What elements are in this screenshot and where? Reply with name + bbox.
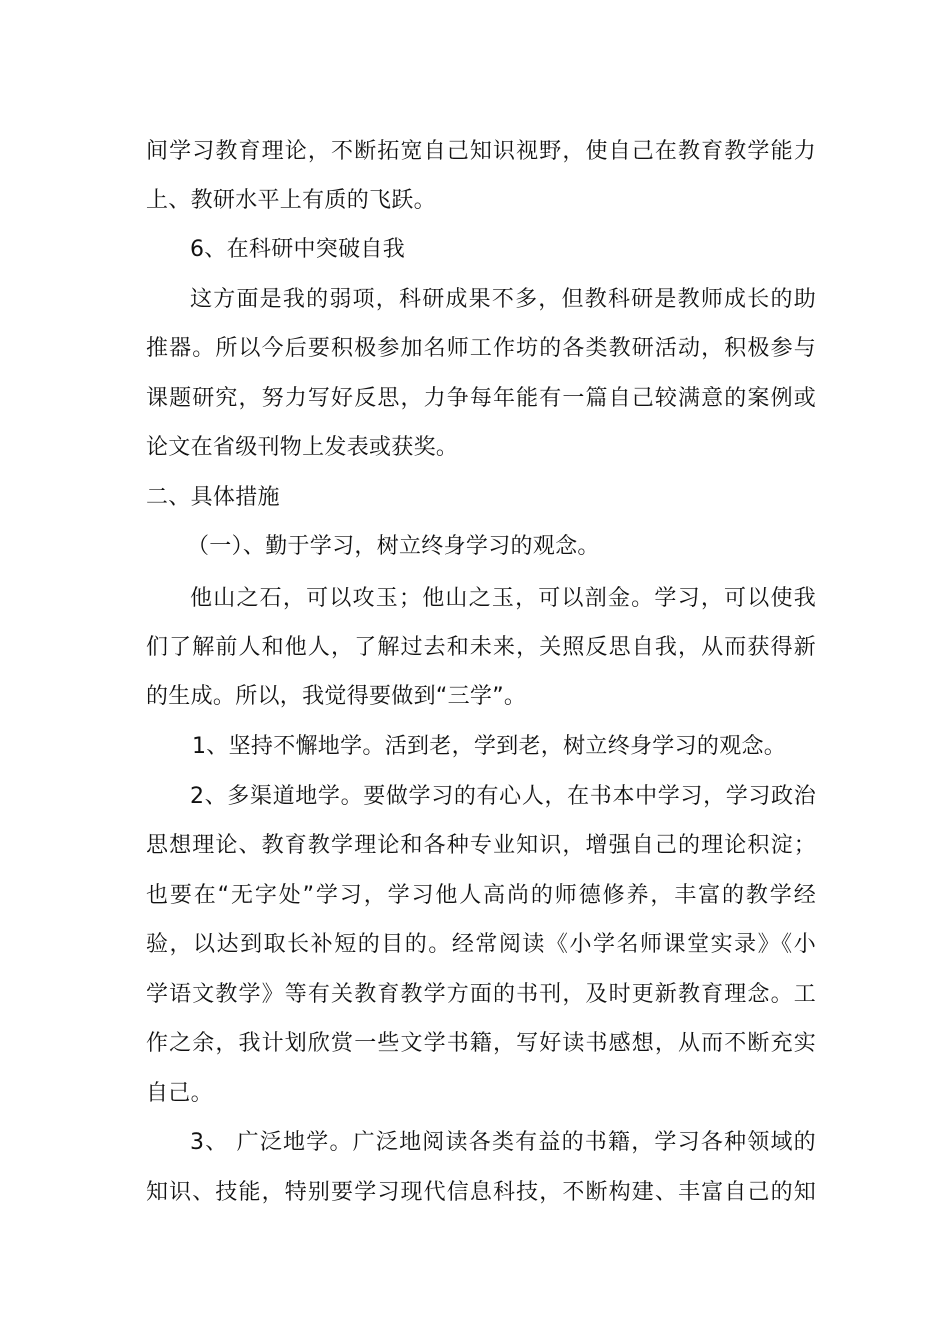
text-line: 的生成。所以，我觉得要做到“三学”。 [146,684,527,709]
text-line: 作之余，我计划欣赏一些文学书籍，写好读书感想，从而不断充实 [146,1031,816,1056]
text-line: 们了解前人和他人，了解过去和未来，关照反思自我，从而获得新 [146,635,816,660]
text-line: 论文在省级刊物上发表或获奖。 [146,435,459,460]
text-line: 自己。 [146,1081,213,1106]
text-line: 知识、技能，特别要学习现代信息科技，不断构建、丰富自己的知 [146,1180,816,1205]
text-line: 验，以达到取长补短的目的。经常阅读《小学名师课堂实录》《小 [146,932,816,957]
list-item: 3、 广泛地学。广泛地阅读各类有益的书籍，学习各种领域的 [190,1130,816,1155]
section-heading: 二、具体措施 [146,485,280,510]
text-line: 思想理论、教育教学理论和各种专业知识，增强自己的理论积淀； [146,833,816,858]
section-heading: 6、在科研中突破自我 [190,237,405,262]
text-line: 间学习教育理论，不断拓宽自己知识视野，使自己在教育教学能力 [146,139,816,164]
list-item: 1、坚持不懈地学。活到老，学到老，树立终身学习的观念。 [192,734,787,759]
subsection-heading: （一）、勤于学习，树立终身学习的观念。 [187,534,600,559]
text-line: 推器。所以今后要积极参加名师工作坊的各类教研活动，积极参与 [146,336,816,361]
text-line: 这方面是我的弱项，科研成果不多，但教科研是教师成长的助 [190,287,816,312]
text-line: 也要在“无字处”学习，学习他人高尚的师德修养，丰富的教学经 [146,883,816,908]
text-line: 他山之石，可以攻玉；他山之玉，可以剖金。学习，可以使我 [190,586,816,611]
text-line: 上、教研水平上有质的飞跃。 [146,188,436,213]
text-line: 学语文教学》等有关教育教学方面的书刊，及时更新教育理念。工 [146,982,816,1007]
text-line: 课题研究，努力写好反思，力争每年能有一篇自己较满意的案例或 [146,386,816,411]
list-item: 2、多渠道地学。要做学习的有心人，在书本中学习，学习政治 [190,784,816,809]
